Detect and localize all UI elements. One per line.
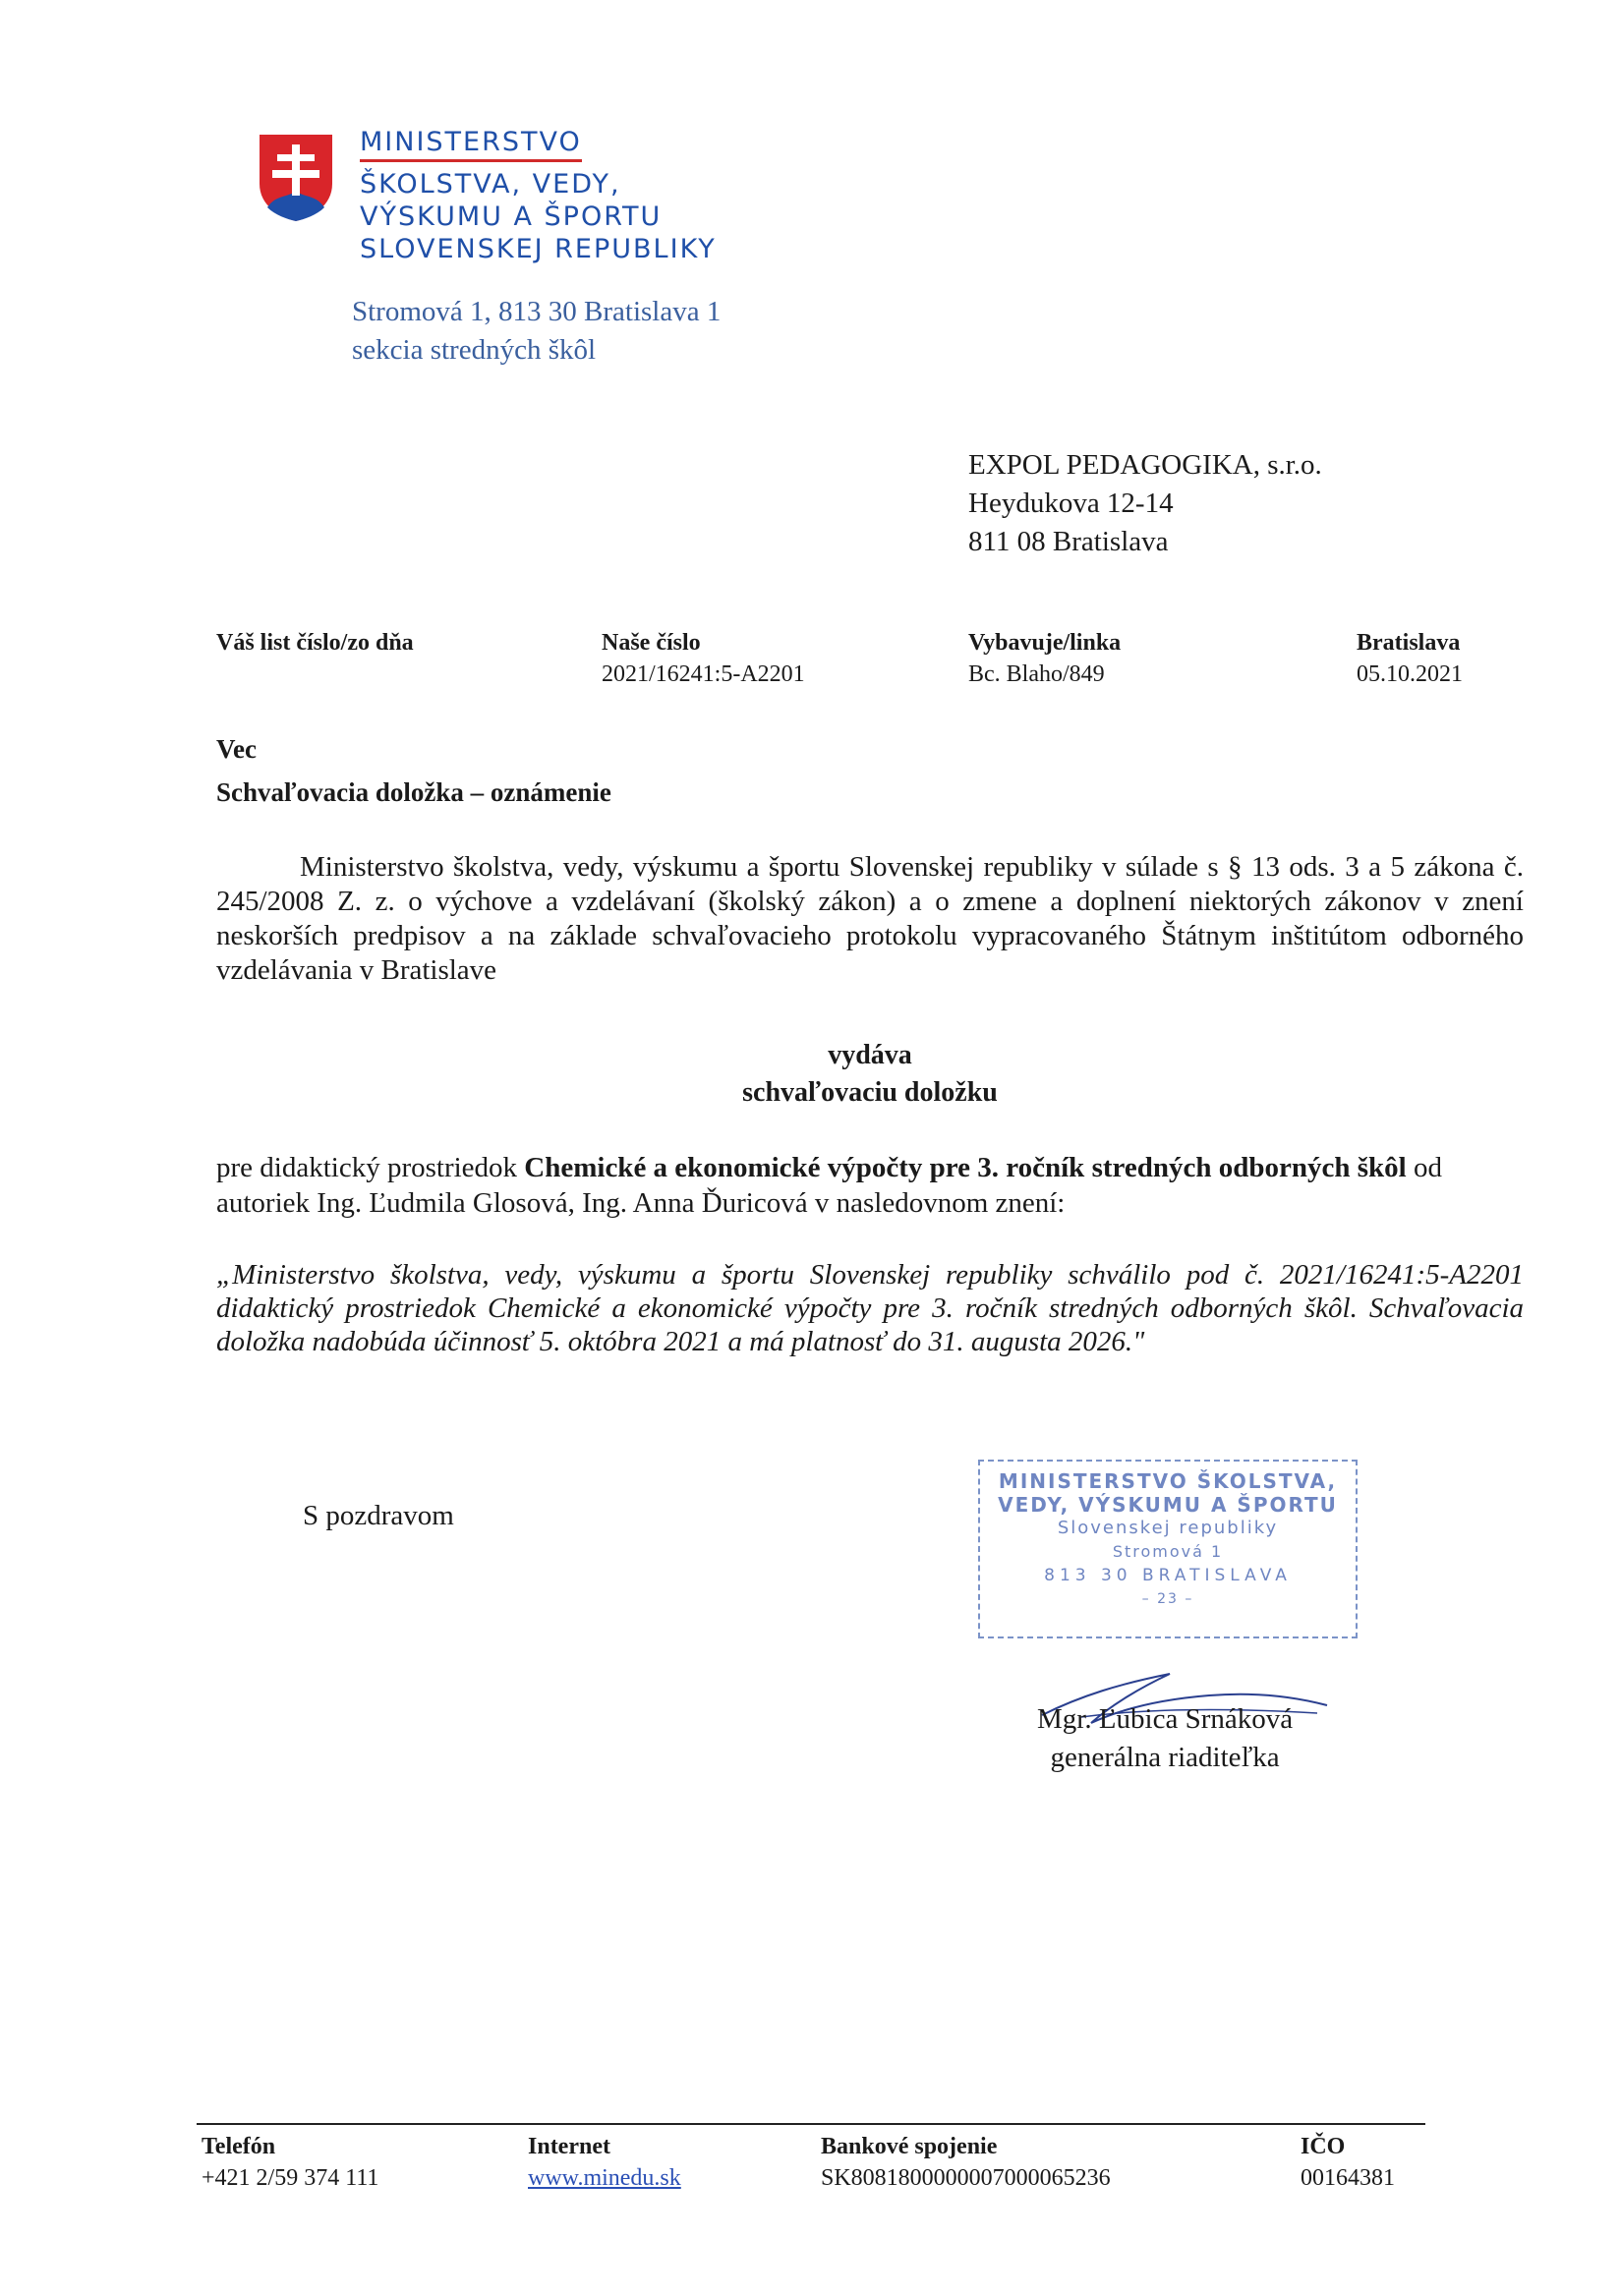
signer-name: Mgr. Ľubica Srnáková — [1037, 1703, 1294, 1735]
ref-our-number — [602, 627, 805, 690]
recipient-city: 811 08 Bratislava — [968, 526, 1169, 557]
recipient-address — [968, 446, 1322, 561]
stamp-line-5: 813 30 BRATISLAVA — [1044, 1566, 1292, 1585]
approval-quote: „Ministerstvo školstva, vedy, výskumu a športu Slovenskej republiky schválilo pod č. 2021/16241:5-A2201 didaktický prostriedok Chemické a ekonomické výpočty pre 3. ročník stredných odborných škôl. Schvaľovacia doložka nadobúda účinnosť 5. októbra 2021 a má platnosť do 31. augusta 2026." — [216, 1259, 1524, 1357]
para2-prefix: pre didaktický prostriedok — [216, 1152, 518, 1183]
body-paragraph-2 — [216, 1150, 1524, 1221]
para2-suffix: od autoriek Ing. Ľudmila Glosová, Ing. Anna Ďuricová v nasledovnom znení: — [216, 1152, 1442, 1219]
footer-internet-label: Internet — [528, 2134, 610, 2159]
ref-city-label: Bratislava — [1357, 630, 1461, 656]
body-paragraph-1 — [216, 850, 1524, 988]
ref-handled-by — [968, 627, 1121, 690]
issuance-block — [216, 1037, 1524, 1112]
recipient-street: Heydukova 12-14 — [968, 488, 1174, 519]
footer-website-link[interactable]: www.minedu.sk — [528, 2165, 681, 2191]
footer-internet — [528, 2131, 681, 2194]
issues-object: schvaľovaciu doložku — [742, 1077, 998, 1108]
coat-of-arms-icon — [258, 133, 334, 223]
signer-title: generálna riaditeľka — [1050, 1742, 1280, 1773]
subject-block — [216, 727, 611, 814]
ministry-name — [360, 126, 717, 265]
issues-verb: vydáva — [828, 1040, 912, 1070]
section-line: sekcia stredných škôl — [352, 334, 597, 366]
official-stamp — [978, 1460, 1358, 1638]
ref-date: 05.10.2021 — [1357, 661, 1463, 687]
footer-ico-label: IČO — [1301, 2134, 1346, 2159]
ref-handled-label: Vybavuje/linka — [968, 630, 1122, 656]
recipient-name: EXPOL PEDAGOGIKA, s.r.o. — [968, 449, 1322, 481]
footer-phone — [202, 2131, 378, 2194]
stamp-line-4: Stromová 1 — [1112, 1542, 1224, 1561]
subject-label: Vec — [216, 734, 257, 764]
ministry-line-1: MINISTERSTVO — [360, 126, 582, 162]
footer-bank-label: Bankové spojenie — [821, 2134, 998, 2159]
stamp-line-1: MINISTERSTVO ŠKOLSTVA, — [998, 1469, 1338, 1493]
ref-our-value: 2021/16241:5-A2201 — [602, 661, 805, 687]
ref-our-label: Naše číslo — [602, 630, 701, 656]
ref-place-date — [1357, 627, 1463, 690]
sender-address — [352, 293, 721, 370]
para2-title: Chemické a ekonomické výpočty pre 3. ročník stredných odborných škôl — [524, 1152, 1407, 1183]
stamp-line-2: VEDY, VÝSKUMU A ŠPORTU — [998, 1493, 1338, 1517]
ref-handled-value: Bc. Blaho/849 — [968, 661, 1105, 687]
closing-greeting: S pozdravom — [303, 1500, 454, 1531]
ref-your-label: Váš list číslo/zo dňa — [216, 630, 414, 656]
ref-your-letter — [216, 627, 414, 659]
footer-phone-label: Telefón — [202, 2134, 276, 2159]
footer-bank — [821, 2131, 1111, 2194]
address-line: Stromová 1, 813 30 Bratislava 1 — [352, 296, 722, 327]
ministry-line-3: VÝSKUMU A ŠPORTU — [360, 201, 663, 232]
stamp-line-3: Slovenskej republiky — [1057, 1518, 1279, 1538]
footer-phone-value: +421 2/59 374 111 — [202, 2165, 379, 2191]
ministry-line-2: ŠKOLSTVA, VEDY, — [360, 169, 621, 200]
footer-divider — [197, 2123, 1425, 2125]
subject-title: Schvaľovacia doložka – oznámenie — [216, 777, 611, 807]
footer-bank-value: SK8081800000007000065236 — [821, 2165, 1111, 2191]
stamp-line-6: – 23 – — [1141, 1591, 1194, 1607]
ministry-line-4: SLOVENSKEJ REPUBLIKY — [360, 234, 717, 264]
paragraph-1-text: Ministerstvo školstva, vedy, výskumu a športu Slovenskej republiky v súlade s § 13 ods. 3 a 5 zákona č. 245/2008 Z. z. o výchove a vzdelávaní (školský zákon) a o zmene a doplnení niektorých zákonov v znení neskorších predpisov a na základe schvaľovacieho protokolu vypracovaného Štátnym inštitútom odborného vzdelávania v Bratislave — [216, 851, 1524, 986]
footer-ico-value: 00164381 — [1301, 2165, 1395, 2191]
footer-ico — [1301, 2131, 1395, 2194]
signer-block — [1037, 1700, 1293, 1777]
